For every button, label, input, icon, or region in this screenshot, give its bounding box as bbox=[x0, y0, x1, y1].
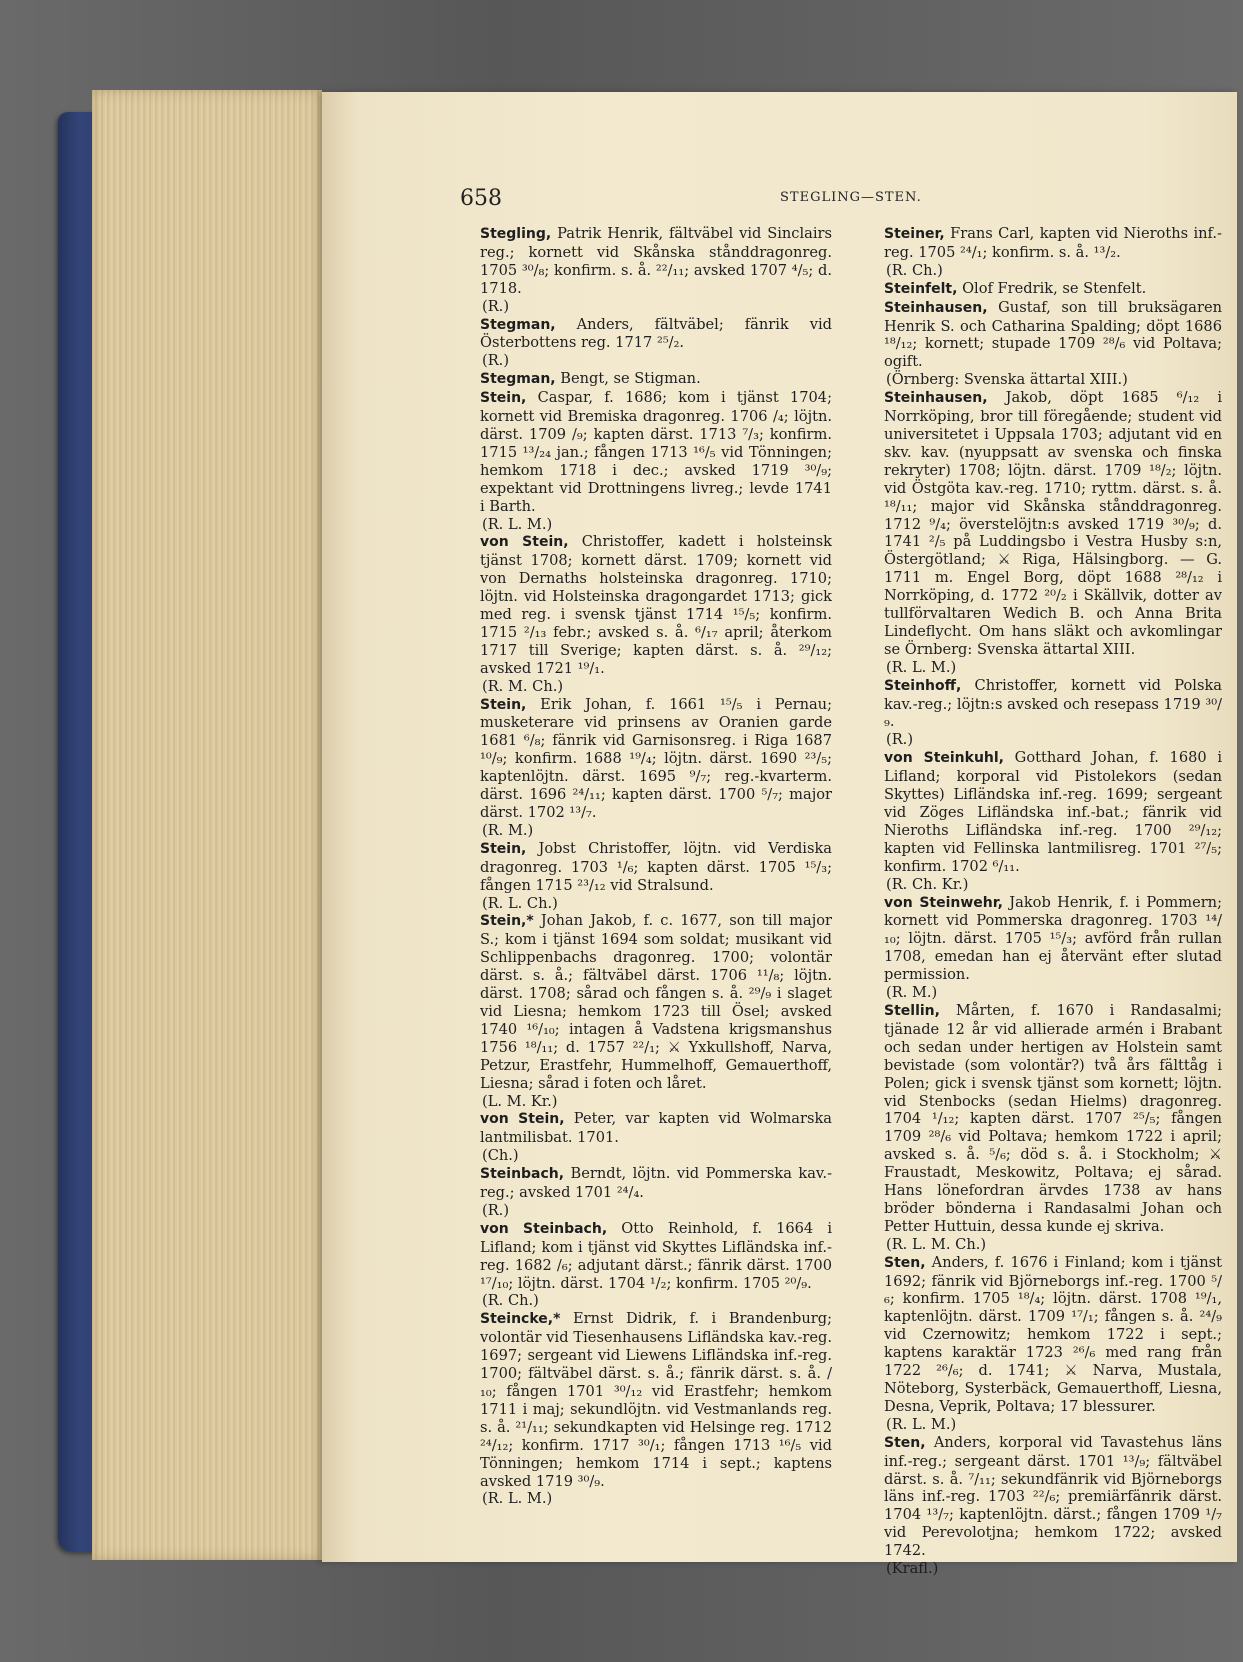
entry-name: Sten, bbox=[884, 1254, 926, 1271]
entry-source: (L. M. Kr.) bbox=[482, 1092, 558, 1110]
dictionary-entry bbox=[884, 299, 1222, 390]
entry-text: Anders, korporal vid Tavastehus läns inf.-reg.; sergeant därst. 1701 ¹³/₉; fältväbel därst. s. å. ⁷/₁₁; sekundfänrik vid Björneborgs läns inf.-reg. 1703 ²²/₆; premiärfänrik därst. 1704 ¹³/₇; kaptenlöjtn. därst.; fången 1709 ¹/₇ vid Perevolotjna; hemkom 1722; avsked 1742. bbox=[884, 1433, 1222, 1560]
entry-text: Christoffer, kadett i holsteinsk tjänst 1708; kornett därst. 1709; kornett vid von Dernaths holsteinska dragonreg. 1710; löjtn. vid Holsteinska dragongardet 1713; gick med reg. i svensk tjänst 1714 ¹⁵/₅; konfirm. 1715 ²/₁₃ febr.; avsked s. å. ⁶/₁₇ april; återkom 1717 till Sverige; kapten därst. s. å. ²⁹/₁₂; avsked 1721 ¹⁹/₁. bbox=[480, 533, 832, 677]
dictionary-entry bbox=[480, 1220, 832, 1311]
entry-source: (R. Ch.) bbox=[886, 261, 943, 279]
entry-text: Anders, fältväbel; fänrik vid Österbottens reg. 1717 ²⁵/₂. bbox=[480, 315, 832, 352]
entry-text: Patrik Henrik, fältväbel vid Sinclairs reg.; kornett vid Skånska stånddragonreg. 1705 ³⁰/₈; konfirm. s. å. ²²/₁₁; avsked 1707 ⁴/₅; d. 1718. bbox=[480, 225, 832, 297]
entry-name: Stein, bbox=[480, 696, 527, 713]
entry-source: (Krafl.) bbox=[886, 1560, 939, 1578]
dictionary-entry bbox=[480, 1310, 832, 1508]
entry-source: (R.) bbox=[482, 1201, 510, 1219]
dictionary-entry bbox=[884, 677, 1222, 750]
dictionary-entry bbox=[884, 1254, 1222, 1434]
entry-name: Sten, bbox=[884, 1434, 926, 1451]
entry-name: von Steinkuhl, bbox=[884, 750, 1005, 767]
entry-name: Steinfelt, bbox=[884, 280, 958, 297]
entry-name: Stegman, bbox=[480, 371, 556, 388]
entry-text: Jakob, döpt 1685 ⁶/₁₂ i Norrköping, bror till föregående; student vid universitetet i Uppsala 1703; adjutant vid en skv. kav. (nyuppsatt av svenska och finska rekryter) 1708; löjtn. därst. 1709 ¹⁸/₂; löjtn. vid Östgöta kav.-reg. 1710; ryttm. därst. s. å. ¹⁸/₁₁; major vid Skånska stånddragonreg. 1712 ⁹/₄; överstelöjtn:s avsked 1719 ³⁰/₉; d. 1741 ²/₅ på Luddingsbo i Vestra Husby s:n, Östergötland; ⚔ Riga, Hälsingborg. — G. 1711 m. Engel Borg, döpt 1688 ²⁸/₁₂ i Norrköping, d. 1772 ²⁰/₂ i Skällvik, dotter av tullförvaltaren Wedich B. och Anna Brita Lindeflycht. Om hans släkt och avkomlingar se Örnberg: Svenska ättartal XIII. bbox=[884, 389, 1222, 658]
entry-name: von Stein, bbox=[480, 534, 569, 551]
dictionary-entry bbox=[884, 749, 1222, 893]
entry-name: Stein, bbox=[480, 390, 527, 407]
entry-text: Berndt, löjtn. vid Pommerska kav.-reg.; avsked 1701 ²⁴/₄. bbox=[480, 1165, 832, 1202]
entry-text: Jakob Henrik, f. i Pommern; kornett vid Pommerska dragonreg. 1703 ¹⁴/₁₀; löjtn. därst. 1705 ¹⁵/₃; avförd från rullan 1708, emedan han ej återvänt efter slutad permission. bbox=[884, 893, 1222, 984]
dictionary-entry bbox=[884, 280, 1222, 299]
entry-text: Erik Johan, f. 1661 ¹⁵/₅ i Pernau; musketerare vid prinsens av Oranien garde 1681 ⁶/₈; fänrik vid Garnisonsreg. i Riga 1687 ¹⁰/₉; konfirm. 1688 ¹⁹/₄; löjtn. därst. 1690 ²³/₅; kaptenlöjtn. därst. 1695 ⁹/₇; reg.-kvarterm. därst. 1696 ²⁴/₁₁; kapten därst. 1700 ⁵/₇; major därst. 1702 ¹³/₇. bbox=[480, 695, 832, 821]
entry-source: (R. L. M.) bbox=[482, 1490, 553, 1508]
entry-source: (R.) bbox=[482, 297, 510, 315]
entry-name: von Stein, bbox=[480, 1111, 565, 1128]
dictionary-entry bbox=[884, 389, 1222, 677]
entry-name: Steinhausen, bbox=[884, 299, 988, 316]
entry-text: Caspar, f. 1686; kom i tjänst 1704; kornett vid Bremiska dragonreg. 1706 /₄; löjtn. därst. 1709 /₉; kapten därst. 1713 ⁷/₃; konfirm. 1715 ¹³/₂₄ jan.; fången 1713 ¹⁶/₅ vid Tönningen; hemkom 1718 i dec.; avsked 1719 ³⁰/₉; expektant vid Drottningens livreg.; levde 1741 i Barth. bbox=[480, 389, 832, 515]
entry-text: Anders, f. 1676 i Finland; kom i tjänst 1692; fänrik vid Björneborgs inf.-reg. 1700 ⁵/₆; konfirm. 1705 ¹⁸/₄; löjtn. därst. 1708 ¹⁹/₁, kaptenlöjtn. därst. 1709 ¹⁷/₁; fången s. å. ²⁴/₉ vid Czernowitz; hemkom 1722 i sept.; kaptens karaktär 1723 ²⁶/₆ med rang från 1722 ²⁶/₆; d. 1741; ⚔ Narva, Mustala, Nöteborg, Systerbäck, Gemauerthoff, Liesna, Desna, Veprik, Poltava; 17 blessurer. bbox=[884, 1253, 1222, 1415]
entry-source: (R. Ch.) bbox=[482, 1292, 539, 1310]
entry-source: (R. M. Ch.) bbox=[482, 677, 564, 695]
entry-name: Stein,* bbox=[480, 913, 534, 930]
entry-source: (R. L. M.) bbox=[886, 658, 957, 676]
entry-source: (R.) bbox=[482, 352, 510, 370]
dictionary-entry bbox=[480, 696, 832, 840]
dictionary-entry bbox=[480, 533, 832, 695]
entry-name: Steincke,* bbox=[480, 1311, 561, 1328]
entry-source: (R. L. Ch.) bbox=[482, 894, 558, 912]
dictionary-entry bbox=[884, 1434, 1222, 1578]
entry-name: von Steinwehr, bbox=[884, 894, 1003, 911]
dictionary-entry bbox=[884, 225, 1222, 280]
page-number: 658 bbox=[460, 186, 502, 211]
entry-source: (R. L. M.) bbox=[482, 515, 553, 533]
entry-text: Ernst Didrik, f. i Brandenburg; volontär vid Tiesenhausens Lifländska kav.-reg. 1697; sergeant vid Liewens Lifländska inf.-reg. 1700; fältväbel därst. s. å.; fänrik därst. s. å. /₁₀; fången 1701 ³⁰/₁₂ vid Erastfehr; hemkom 1711 i maj; sekundlöjtn. vid Vestmanlands reg. s. å. ²¹/₁₁; sekundkapten vid Helsinge reg. 1712 ²⁴/₁₂; konfirm. 1717 ³⁰/₁; fången 1713 ¹⁶/₅ vid Tönningen; hemkom 1714 i sept.; kaptens avsked 1719 ³⁰/₉. bbox=[480, 1310, 832, 1490]
entry-name: Steinbach, bbox=[480, 1166, 565, 1183]
running-header: STEGLING—STEN. bbox=[780, 190, 922, 205]
dictionary-entry bbox=[480, 840, 832, 913]
entry-name: von Steinbach, bbox=[480, 1220, 608, 1237]
entry-name: Stegman, bbox=[480, 316, 556, 333]
right-column bbox=[884, 225, 1222, 1578]
entry-source: (R. L. M.) bbox=[886, 1415, 957, 1433]
entry-text: Mårten, f. 1670 i Randasalmi; tjänade 12 år vid allierade armén i Brabant och sedan under hertigen av Holstein samt bevistade (som volontär?) två års fälttåg i Polen; gick i svensk tjänst som kornett; löjtn. vid Stenbocks (sedan Hielms) dragonreg. 1704 ¹/₁₂; kapten därst. 1707 ²⁵/₅; fången 1709 ²⁸/₆ vid Poltava; hemkom 1722 i april; avsked s. å. ⁵/₆; död s. å. i Stockholm; ⚔ Fraustadt, Meskowitz, Poltava; ej sårad. Hans lönefordran ärvdes 1738 av hans bröder bönderna i Randasalmi Johan och Petter Huttuin, dessa kunde ej skriva. bbox=[884, 1001, 1222, 1235]
entry-text: Bengt, se Stigman. bbox=[555, 370, 701, 388]
entry-text: Jobst Christoffer, löjtn. vid Verdiska dragonreg. 1703 ¹/₆; kapten därst. 1705 ¹⁵/₃; fången 1715 ²³/₁₂ vid Stralsund. bbox=[480, 839, 832, 894]
entry-name: Steiner, bbox=[884, 226, 945, 242]
dictionary-entry bbox=[480, 316, 832, 371]
entry-name: Stellin, bbox=[884, 1002, 940, 1019]
dictionary-entry bbox=[480, 1165, 832, 1220]
dictionary-entry bbox=[480, 370, 832, 389]
entry-name: Steinhoff, bbox=[884, 677, 962, 694]
dictionary-entry bbox=[480, 912, 832, 1110]
left-column bbox=[480, 225, 832, 1508]
dictionary-entry bbox=[480, 225, 832, 316]
entry-text: Christoffer, kornett vid Polska kav.-reg.; löjtn:s avsked och resepass 1719 ³⁰/₉. bbox=[884, 676, 1222, 731]
entry-source: (R. L. M. Ch.) bbox=[886, 1235, 987, 1253]
entry-text: Peter, var kapten vid Wolmarska lantmilisbat. 1701. bbox=[480, 1110, 832, 1147]
dictionary-entry bbox=[480, 1110, 832, 1165]
entry-source: (Örnberg: Svenska ättartal XIII.) bbox=[886, 371, 1128, 389]
entry-source: (Ch.) bbox=[482, 1147, 519, 1165]
entry-text: Otto Reinhold, f. 1664 i Lifland; kom i tjänst vid Skyttes Lifländska inf.-reg. 1682 /₆; adjutant därst.; fänrik därst. 1700 ¹⁷/₁₀; löjtn. därst. 1704 ¹/₂; konfirm. 1705 ²⁰/₉. bbox=[480, 1219, 832, 1292]
entry-source: (R.) bbox=[886, 731, 914, 749]
entry-source: (R. M.) bbox=[886, 984, 938, 1002]
dictionary-entry bbox=[884, 894, 1222, 1002]
entry-name: Steinhausen, bbox=[884, 390, 988, 407]
entry-name: Stegling, bbox=[480, 226, 552, 242]
entry-source: (R. M.) bbox=[482, 821, 534, 839]
entry-text: Olof Fredrik, se Stenfelt. bbox=[957, 279, 1147, 297]
entry-text: Frans Carl, kapten vid Nieroths inf.-reg. 1705 ²⁴/₁; konfirm. s. å. ¹³/₂. bbox=[884, 225, 1222, 261]
entry-text: Gustaf, son till bruksägaren Henrik S. och Catharina Spalding; döpt 1686 ¹⁸/₁₂; kornett; stupade 1709 ²⁸/₆ vid Poltava; ogift. bbox=[884, 298, 1222, 371]
entry-text: Johan Jakob, f. c. 1677, son till major S.; kom i tjänst 1694 som soldat; musikant vid Schlippenbachs dragonreg. 1700; volontär därst. s. å.; fältväbel därst. 1706 ¹¹/₈; löjtn. därst. 1708; sårad och fången s. å. ²⁹/₉ i slaget vid Liesna; hemkom 1723 till Ösel; avsked 1740 ¹⁶/₁₀; intagen å Vadstena krigsmanshus 1756 ¹⁸/₁₁; d. 1757 ²²/₁; ⚔ Yxkullshoff, Narva, Petzur, Erastfehr, Hummelhoff, Gemauerthoff, Liesna; sårad i foten och låret. bbox=[480, 912, 832, 1092]
dictionary-entry bbox=[480, 389, 832, 533]
entry-text: Gotthard Johan, f. 1680 i Lifland; korporal vid Pistolekors (sedan Skyttes) Lifländska inf.-reg. 1699; sergeant vid Zöges Lifländska inf.-bat.; fänrik vid Nieroths Lifländska inf.-reg. 1700 ²⁹/₁₂; kapten vid Fellinska lantmilisreg. 1701 ²⁷/₅; konfirm. 1702 ⁶/₁₁. bbox=[884, 749, 1223, 875]
entry-name: Stein, bbox=[480, 840, 527, 857]
dictionary-entry bbox=[884, 1002, 1222, 1254]
page-edges-stack bbox=[92, 90, 322, 1560]
entry-source: (R. Ch. Kr.) bbox=[886, 875, 969, 893]
